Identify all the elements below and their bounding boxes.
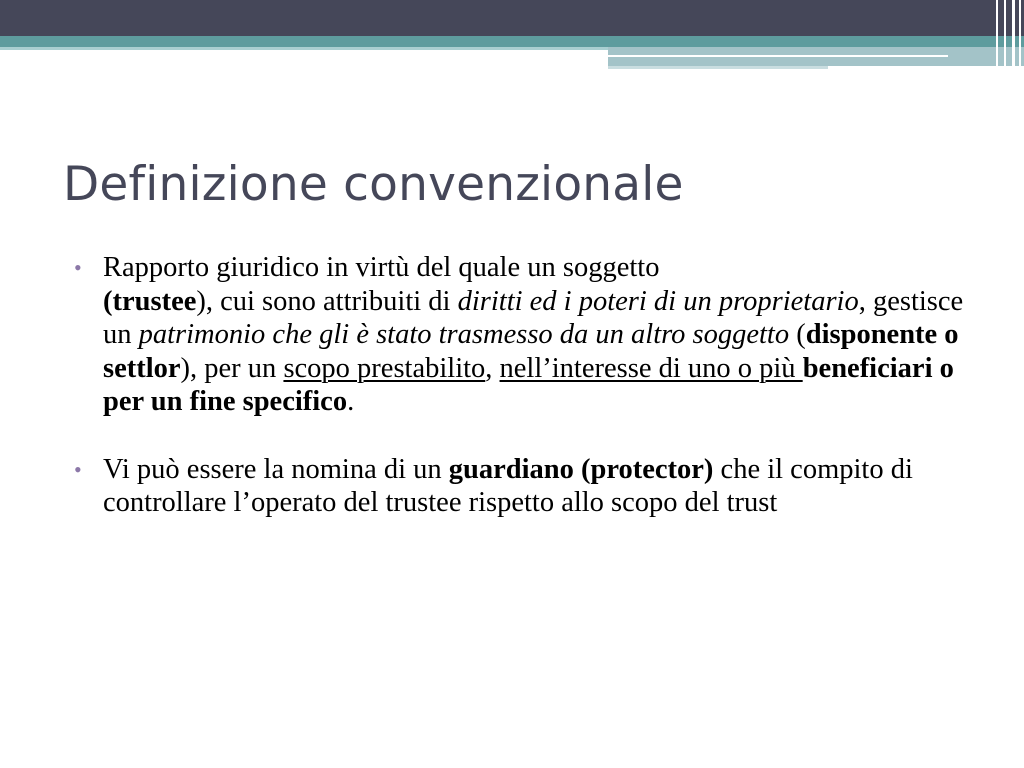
header-bar bbox=[0, 0, 1024, 36]
bullet-text: , gestisce un bbox=[103, 285, 964, 350]
bullet-text: ), cui sono attribuiti di bbox=[196, 285, 458, 317]
header-vertical-line bbox=[1012, 0, 1015, 68]
term-trustee: (trustee bbox=[103, 285, 197, 317]
bullet-icon: • bbox=[74, 255, 82, 280]
slide-title: Definizione convenzionale bbox=[63, 157, 684, 212]
bullet-text: ( bbox=[789, 319, 806, 350]
bullet-text: . bbox=[347, 386, 355, 417]
bullet-item bbox=[74, 251, 974, 419]
header-vertical-line bbox=[996, 0, 998, 68]
emphasis-text: patrimonio che gli è stato trasmesso da un altro soggetto bbox=[138, 319, 790, 350]
header-lower-stripe bbox=[608, 66, 828, 69]
term-beneficiari: beneficiari o per un fine specifico bbox=[103, 352, 954, 417]
term-guardiano: guardiano (protector) bbox=[448, 453, 714, 485]
bullet-text: che il compito di controllare l’operato del trustee rispetto allo scopo del trust bbox=[103, 453, 913, 518]
header-vertical-line bbox=[1004, 0, 1006, 68]
header-vertical-line bbox=[1019, 0, 1021, 68]
bullet-text: Rapporto giuridico in virtù del quale un soggetto bbox=[103, 252, 660, 283]
bullet-text: Vi può essere la nomina di un bbox=[103, 453, 449, 485]
bullet-item bbox=[74, 453, 974, 520]
bullet-text: , bbox=[485, 352, 500, 384]
underlined-text: scopo prestabilito bbox=[283, 352, 486, 384]
emphasis-text: diritti ed i poteri di un proprietario bbox=[457, 285, 859, 317]
header-light-stripe bbox=[0, 47, 608, 50]
term-disponente: disponente o settlor bbox=[103, 319, 959, 384]
bullet-icon: • bbox=[74, 456, 82, 482]
bullet-list bbox=[74, 251, 974, 520]
underlined-text: nell’interesse di uno o più bbox=[499, 352, 803, 384]
header-white-line bbox=[608, 55, 948, 57]
bullet-text: ), per un bbox=[180, 352, 284, 384]
header-teal-band bbox=[0, 36, 1024, 47]
